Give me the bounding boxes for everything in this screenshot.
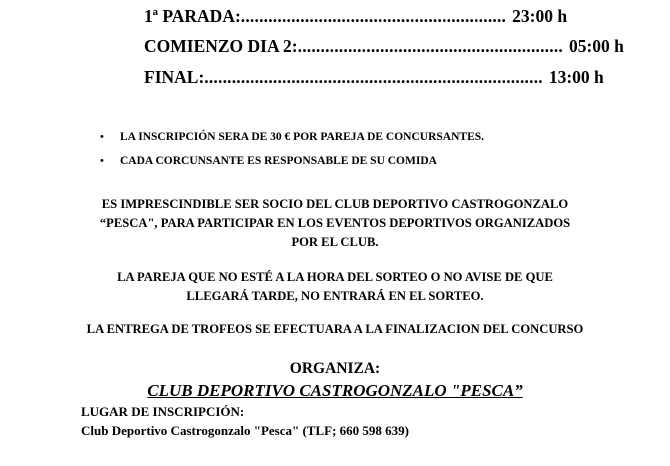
membership-line: POR EL CLUB. [291, 235, 379, 249]
organizer-club-name: CLUB DEPORTIVO CASTROGONZALO "PESCA” [147, 381, 523, 400]
rule-text: CADA CORCUNSANTE ES RESPONSABLE DE SU COMIDA [120, 155, 437, 167]
bullet-icon: • [100, 155, 104, 167]
schedule-leader-dots: .......................................................... [297, 36, 563, 56]
schedule-time: 23:00 h [512, 6, 568, 26]
schedule-row-final [144, 67, 604, 87]
schedule-label: COMIENZO DIA 2: [144, 36, 298, 56]
rule-text: LA INSCRIPCIÓN SERA DE 30 € POR PAREJA DE CONCURSANTES. [120, 131, 485, 143]
trophies-notice [60, 320, 610, 339]
bullet-icon: • [100, 131, 104, 143]
membership-notice [60, 195, 610, 252]
draw-notice [60, 268, 610, 306]
trophies-line: LA ENTREGA DE TROFEOS SE EFECTUARA A LA FINALIZACION DEL CONCURSO [86, 322, 584, 336]
schedule-time: 05:00 h [568, 36, 624, 56]
schedule-row-first-stop [144, 6, 568, 26]
registration-info: Club Deportivo Castrogonzalo "Pesca" (TLF; 660 598 639) [81, 423, 409, 438]
schedule-leader-dots: .......................................................... [240, 6, 507, 26]
rules-list [100, 128, 484, 176]
organizer-label: ORGANIZA: [289, 360, 381, 377]
schedule-time: 13:00 h [548, 67, 604, 87]
list-item [100, 128, 484, 152]
registration-title: LUGAR DE INSCRIPCIÓN: [81, 404, 245, 419]
schedule-leader-dots: .......................................................................... [204, 67, 543, 87]
draw-line: LLEGARÁ TARDE, NO ENTRARÁ EN EL SORTEO. [186, 289, 484, 303]
list-item [100, 152, 484, 176]
membership-line: “PESCA", PARA PARTICIPAR EN LOS EVENTOS DEPORTIVOS ORGANIZADOS [99, 216, 571, 230]
membership-line: ES IMPRESCINDIBLE SER SOCIO DEL CLUB DEPORTIVO CASTROGONZALO [101, 197, 569, 211]
draw-line: LA PAREJA QUE NO ESTÉ A LA HORA DEL SORTEO O NO AVISE DE QUE [117, 270, 553, 284]
schedule-label: 1ª PARADA: [144, 6, 241, 26]
schedule-row-day2-start [144, 36, 624, 56]
schedule-label: FINAL: [144, 67, 205, 87]
